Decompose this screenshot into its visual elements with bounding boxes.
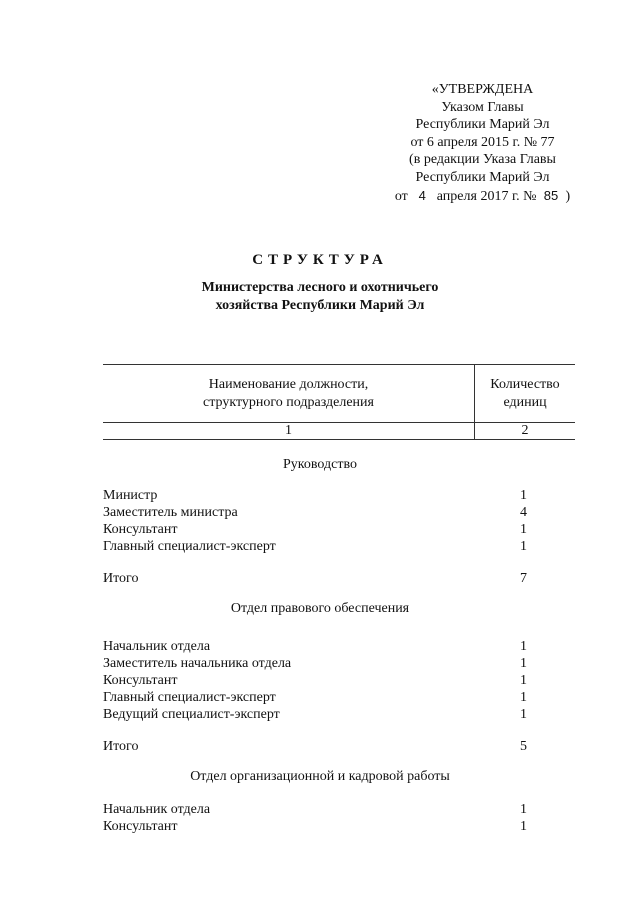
- section-heading: Отдел организационной и кадровой работы: [190, 769, 450, 784]
- total-label: Итого: [103, 571, 139, 586]
- position-quantity: 1: [520, 673, 527, 688]
- position-name: Консультант: [103, 522, 178, 537]
- approval-line: Указом Главы: [441, 99, 524, 115]
- approval-prefix: от: [394, 188, 408, 204]
- column-number-1: 1: [285, 423, 292, 438]
- position-quantity: 1: [520, 639, 527, 654]
- total-value: 7: [520, 571, 527, 586]
- approval-line: от 6 апреля 2015 г. № 77: [410, 134, 555, 150]
- table-row: [103, 801, 527, 818]
- position-name: Начальник отдела: [103, 639, 211, 654]
- approval-number: 85: [543, 187, 559, 203]
- column-header-quantity: [475, 376, 575, 412]
- table-top-rule: [103, 364, 575, 365]
- position-quantity: 1: [520, 656, 527, 671]
- position-name: Главный специалист-эксперт: [103, 539, 276, 554]
- position-name: Консультант: [103, 819, 178, 834]
- table-row: [103, 689, 527, 706]
- subtitle-line: Министерства лесного и охотничьего: [201, 280, 439, 295]
- document-title: СТРУКТУРА: [252, 252, 388, 268]
- position-quantity: 1: [520, 690, 527, 705]
- table-row: [103, 655, 527, 672]
- position-name: Начальник отдела: [103, 802, 211, 817]
- position-quantity: 1: [520, 522, 527, 537]
- position-quantity: 4: [520, 505, 527, 520]
- position-name: Консультант: [103, 673, 178, 688]
- position-name: Главный специалист-эксперт: [103, 690, 276, 705]
- approval-line: «УТВЕРЖДЕНА: [431, 82, 534, 97]
- column-number-2: 2: [521, 423, 529, 438]
- table-row: [103, 504, 527, 521]
- table-row: [103, 538, 527, 555]
- approval-day: 4: [418, 187, 426, 203]
- document-subtitle: [0, 279, 640, 315]
- column-header-line: структурного подразделения: [203, 395, 374, 410]
- approval-line: (в редакции Указа Главы: [409, 152, 556, 168]
- approval-middle: апреля 2017 г. №: [436, 188, 537, 204]
- section-heading: Отдел правового обеспечения: [230, 601, 410, 616]
- position-name: Заместитель начальника отдела: [103, 656, 292, 671]
- total-value: 5: [520, 739, 527, 754]
- table-row: [103, 487, 527, 504]
- column-header-line: единиц: [503, 395, 547, 410]
- subtitle-line: хозяйства Республики Марий Эл: [215, 298, 425, 313]
- table-number-rule: [103, 439, 575, 440]
- approval-stamp: [380, 81, 585, 205]
- total-row: [103, 570, 527, 587]
- position-name: Министр: [103, 488, 158, 503]
- position-quantity: 1: [520, 539, 527, 554]
- total-label: Итого: [103, 739, 139, 754]
- section-heading: Руководство: [283, 457, 357, 472]
- table-row: [103, 638, 527, 655]
- table-row: [103, 672, 527, 689]
- position-quantity: 1: [520, 488, 527, 503]
- position-quantity: 1: [520, 819, 527, 834]
- table-row: [103, 818, 527, 835]
- approval-suffix: ): [565, 188, 571, 204]
- position-name: Заместитель министра: [103, 505, 238, 520]
- approval-line: Республики Марий Эл: [415, 169, 550, 185]
- table-row: [103, 521, 527, 538]
- position-name: Ведущий специалист-эксперт: [103, 707, 280, 722]
- total-row: [103, 738, 527, 755]
- position-quantity: 1: [520, 802, 527, 817]
- column-header-line: Количество: [490, 377, 560, 392]
- table-row: [103, 706, 527, 723]
- column-header-position: [103, 376, 474, 412]
- approval-line-last: [380, 187, 585, 206]
- column-header-line: Наименование должности,: [208, 377, 369, 392]
- position-quantity: 1: [520, 707, 527, 722]
- approval-line: Республики Марий Эл: [415, 117, 550, 133]
